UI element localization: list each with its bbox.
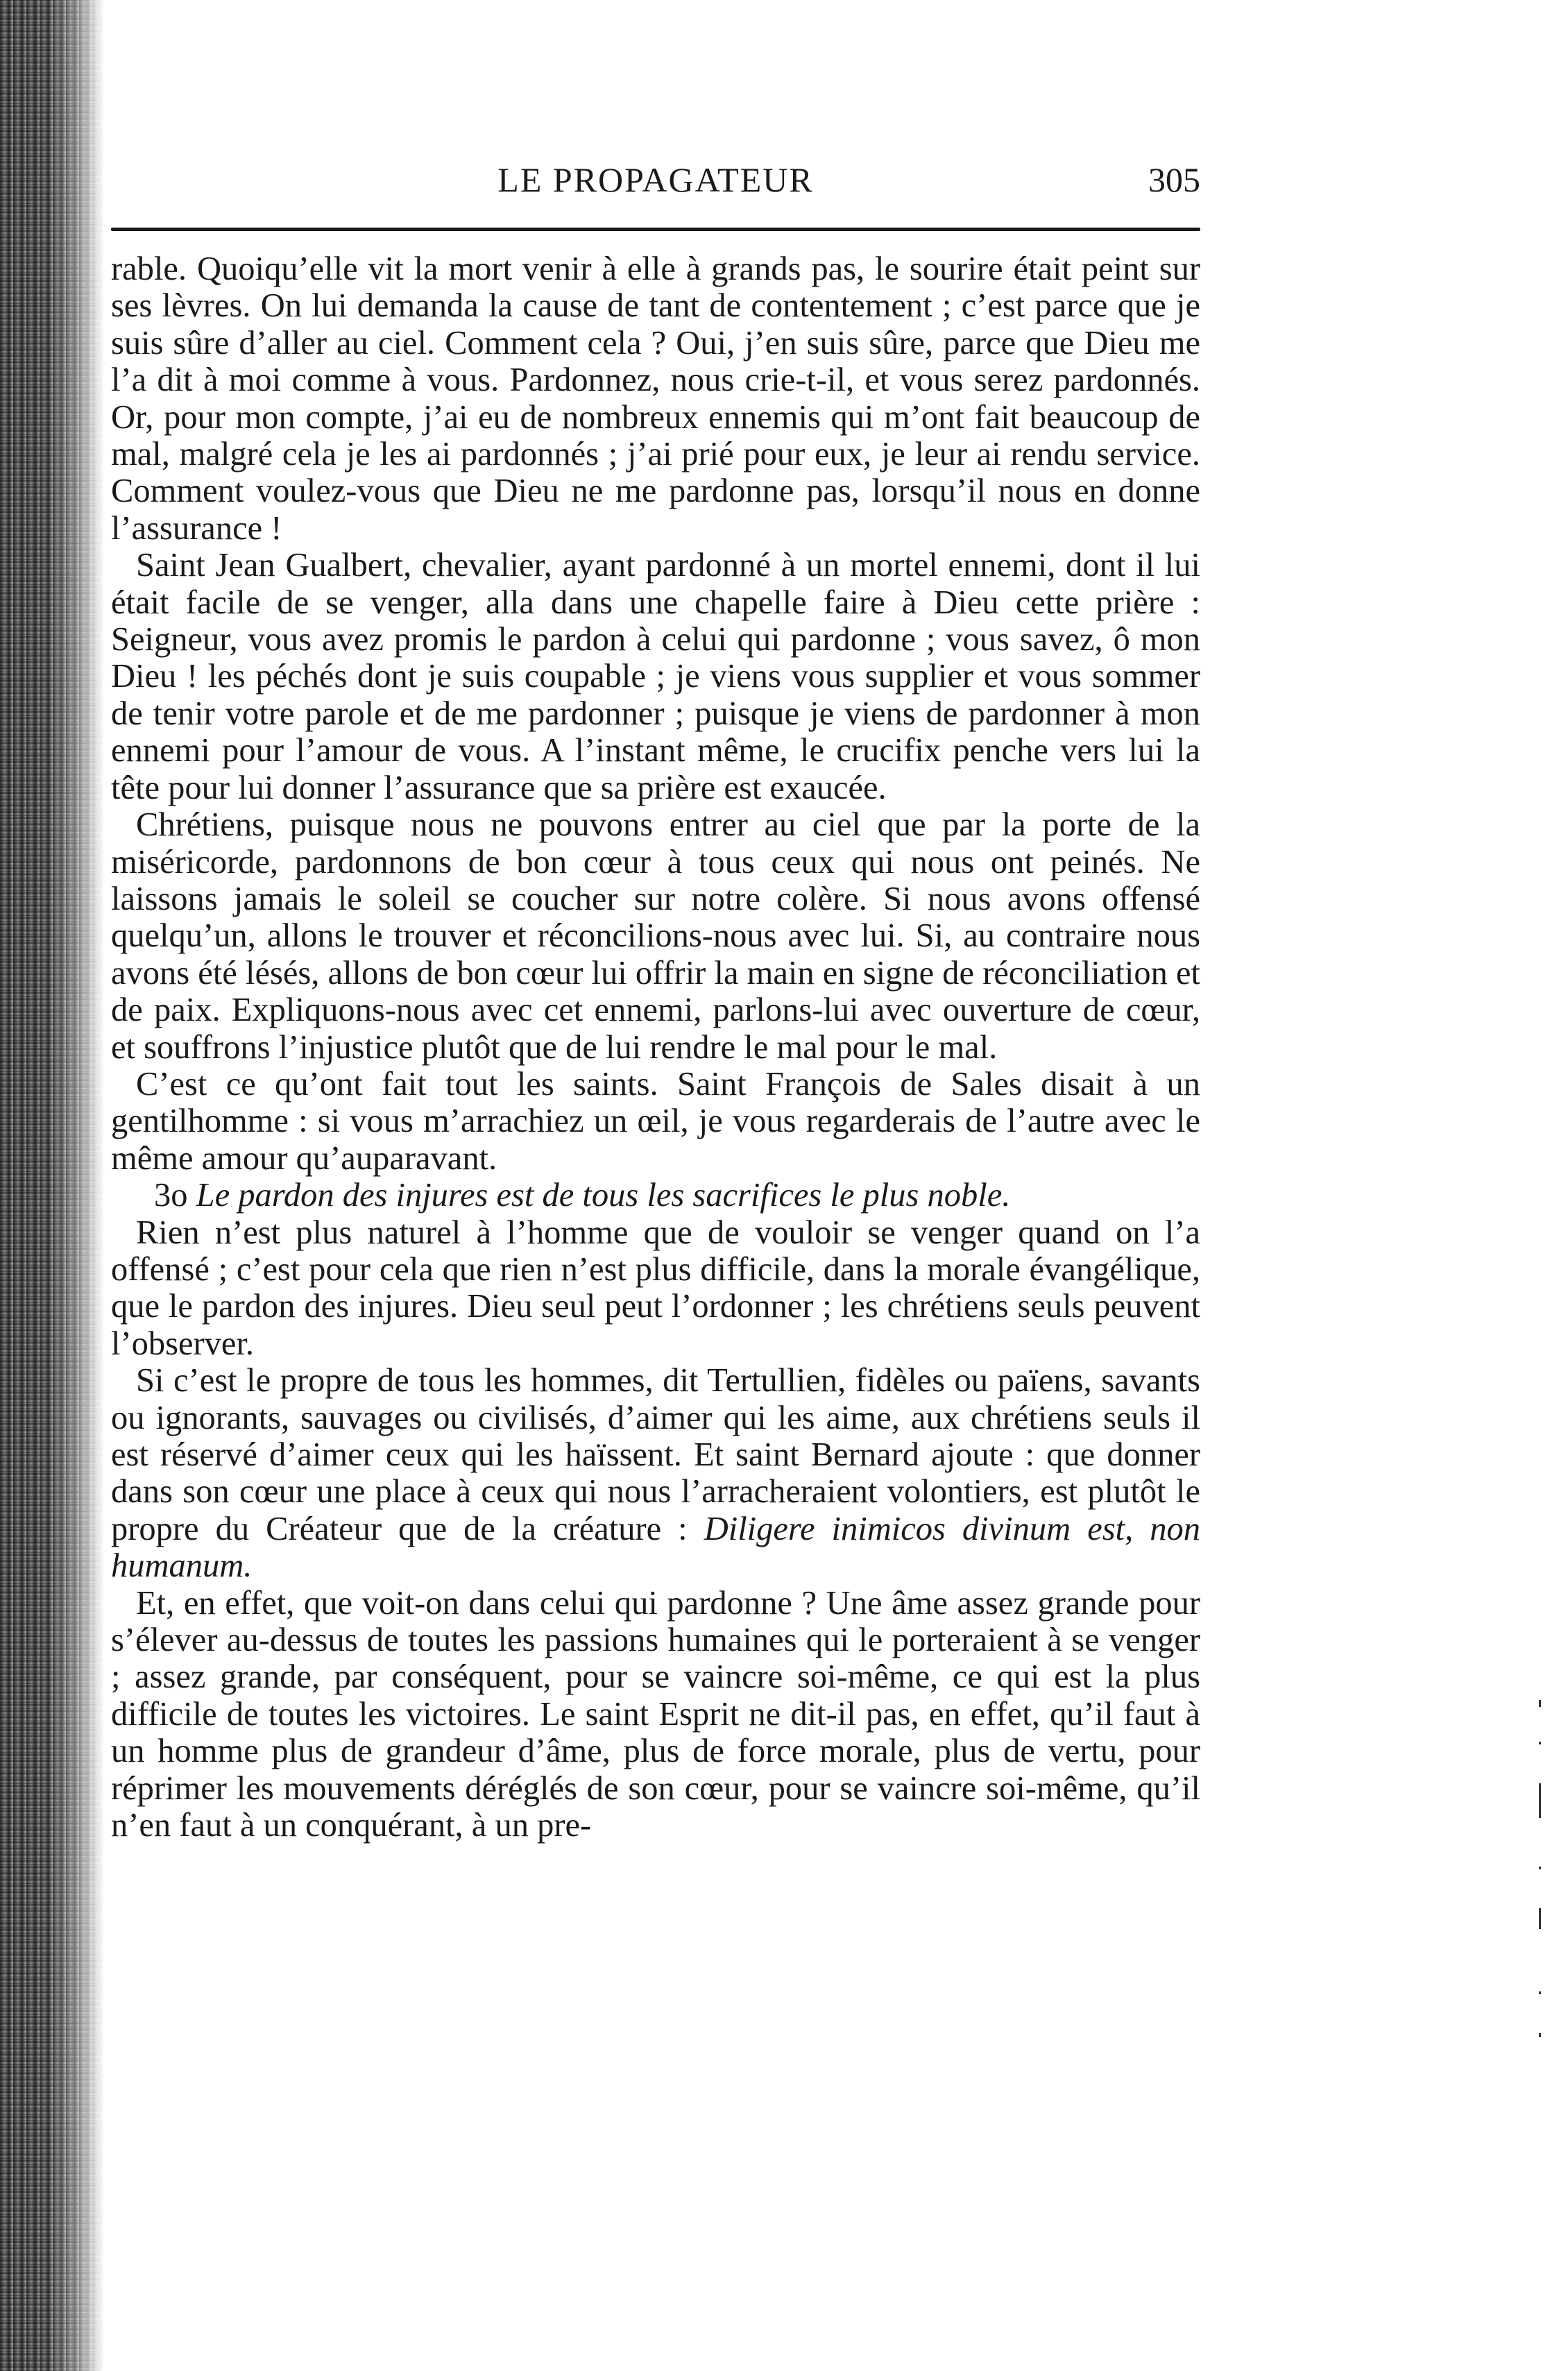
scan-mark [1539,1991,1541,1994]
header-rule [111,228,1200,231]
latin-quotation: Diligere inimicos divinum est, non humanum. [111,1510,1200,1585]
scan-mark [1539,1867,1541,1869]
paragraph: Chrétiens, puisque nous ne pouvons entrer au ciel que par la porte de la miséricorde, pardonnons de bon cœur à tous ceux qui nous ont peinés. Ne laissons jamais le soleil se coucher sur notre colère. Si nous avons offensé quelqu’un, allons le trouver et réconcilions-nous avec lui. Si, au contraire nous avons été lésés, allons de bon cœur lui offrir la main en signe de réconciliation et de paix. Expliquons-nous avec cet ennemi, parlons-lui avec ouverture de cœur, et souffrons l’injustice plutôt que de lui rendre le mal pour le mal. [111,806,1200,1066]
paragraph [111,1362,1200,1584]
paragraph: rable. Quoiqu’elle vit la mort venir à elle à grands pas, le sourire était peint sur ses lèvres. On lui demanda la cause de tant de contentement ; c’est parce que je suis sûre d’aller au ciel. Comment cela ? Oui, j’en suis sûre, parce que Dieu me l’a dit à moi comme à vous. Pardonnez, nous crie-t-il, et vous serez pardonnés. Or, pour mon compte, j’ai eu de nombreux ennemis qui m’ont fait beaucoup de mal, malgré cela je les ai pardonnés ; j’ai prié pour eux, je leur ai rendu service. Comment voulez-vous que Dieu ne me pardonne pas, lorsqu’il nous en donne l’assurance ! [111,250,1200,547]
page-number: 305 [1148,160,1200,199]
section-number: 3o [154,1177,188,1214]
scan-mark [1539,1908,1541,1929]
scan-mark [1539,1742,1541,1744]
margin-scan-marks [1533,1700,1547,2061]
scan-mark [1539,1700,1541,1707]
page-header [111,160,1200,215]
scan-mark [1539,2033,1541,2037]
running-title: LE PROPAGATEUR [497,160,814,199]
section-heading [111,1177,1200,1214]
scan-mark [1539,1783,1541,1818]
paragraph: Saint Jean Gualbert, chevalier, ayant pardonné à un mortel ennemi, dont il lui était facile de se venger, alla dans une chapelle faire à Dieu cette prière : Seigneur, vous avez promis le pardon à celui qui pardonne ; vous savez, ô mon Dieu ! les péchés dont je suis coupable ; je viens vous supplier et vous sommer de tenir votre parole et de me pardonner ; puisque je viens de pardonner à mon ennemi pour l’amour de vous. A l’instant même, le crucifix penche vers lui la tête pour lui donner l’assurance que sa prière est exaucée. [111,547,1200,806]
section-heading-text: Le pardon des injures est de tous les sacrifices le plus noble. [196,1177,1011,1214]
paragraph: Et, en effet, que voit-on dans celui qui pardonne ? Une âme assez grande pour s’élever au-dessus de toutes les passions humaines qui le porteraient à se venger ; assez grande, par conséquent, pour se vaincre soi-même, ce qui est la plus difficile de toutes les victoires. Le saint Esprit ne dit-il pas, en effet, qu’il faut à un homme plus de grandeur d’âme, plus de force morale, plus de vertu, pour réprimer les mouvements déréglés de son cœur, pour se vaincre soi-même, qu’il n’en faut à un conquérant, à un pre- [111,1584,1200,1844]
paragraph: C’est ce qu’ont fait tout les saints. Saint François de Sales disait à un gentilhomme : si vous m’arrachiez un œil, je vous regarderais de l’autre avec le même amour qu’auparavant. [111,1065,1200,1177]
paragraph: Rien n’est plus naturel à l’homme que de vouloir se venger quand on l’a offensé ; c’est pour cela que rien n’est plus difficile, dans la morale évangélique, que le pardon des injures. Dieu seul peut l’ordonner ; les chrétiens seuls peuvent l’observer. [111,1214,1200,1362]
paragraph-text: Si c’est le propre de tous les hommes, dit Tertullien, fidèles ou païens, savants ou ignorants, sauvages ou civilisés, d’aimer qui les aime, aux chrétiens seuls il est réservé d’aimer ceux qui les haïssent. Et saint Bernard ajoute : que donner dans son cœur une place à ceux qui nous l’arracheraient volontiers, est plutôt le propre du Créateur que de la créature : [111,1362,1200,1547]
book-binding-edge [0,0,104,2371]
body-text [111,250,1200,1844]
book-page [111,160,1200,1844]
